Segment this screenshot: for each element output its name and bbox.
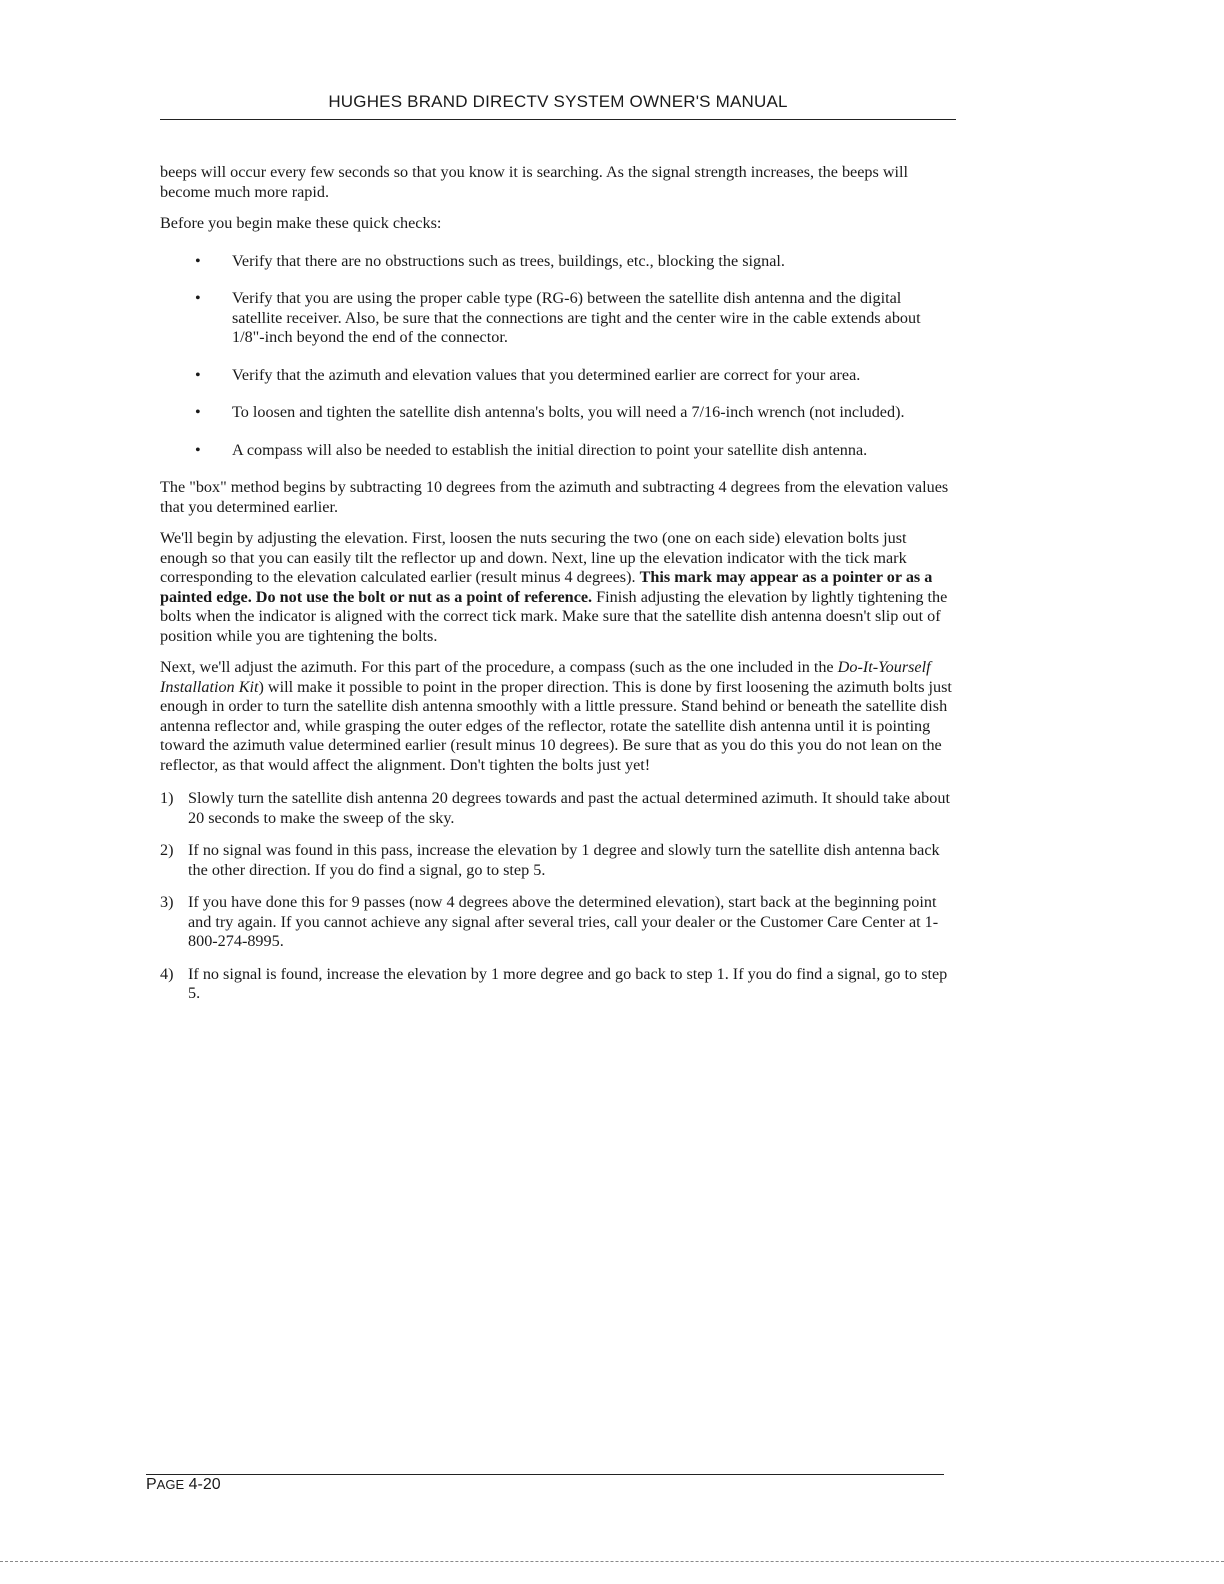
list-item-text: Verify that there are no obstructions such as trees, buildings, etc., blocking the signal. <box>232 251 785 270</box>
bullet-icon: • <box>195 403 201 421</box>
kit-name: Do-It-Yourself Installation Kit <box>160 658 931 696</box>
page-label-rest: AGE <box>156 1477 185 1492</box>
step-number: 2) <box>160 841 174 859</box>
bullet-icon: • <box>195 440 201 459</box>
scan-edge-line <box>0 1561 1224 1562</box>
step-text: If no signal is found, increase the elevation by 1 more degree and go back to step 1. If you do find a signal, go to step 5. <box>188 964 948 1002</box>
list-item <box>160 441 952 461</box>
step-item <box>160 893 952 952</box>
list-item <box>160 252 952 272</box>
step-number: 4) <box>160 964 174 983</box>
azimuth-text-2: ) will make it possible to point in the proper direction. This is done by first loosening the azimuth bolts just enough in order to turn the satellite dish antenna smoothly with a little pressure. Stand behind or beneath the satellite dish antenna reflector and, while grasping the outer edges of the reflector, rotate the satellite dish antenna until it is pointing toward the azimuth value determined earlier (result minus 10 degrees). Be sure that as you do this you do not lean on the reflector, as that would affect the alignment. Don't tighten the bolts just yet! <box>160 677 952 774</box>
list-item-text: Verify that the azimuth and elevation values that you determined earlier are correct for your area. <box>232 365 861 384</box>
bullet-icon: • <box>195 251 201 270</box>
list-item-text: To loosen and tighten the satellite dish antenna's bolts, you will need a 7/16-inch wrench (not included). <box>232 403 905 421</box>
step-item <box>160 841 952 880</box>
step-text: Slowly turn the satellite dish antenna 20 degrees towards and past the actual determined azimuth. It should take about 20 seconds to make the sweep of the sky. <box>188 789 950 827</box>
step-number: 1) <box>160 789 174 807</box>
list-item <box>160 403 952 423</box>
list-item <box>160 366 952 386</box>
step-number: 3) <box>160 893 174 911</box>
bullet-icon: • <box>195 289 201 307</box>
list-item <box>160 289 952 348</box>
elevation-text-2: Finish adjusting the elevation by lightly tightening the bolts when the indicator is aligned with the correct tick mark. Make sure that the satellite dish antenna doesn't slip out of position while you are tightening the bolts. <box>160 587 948 645</box>
step-text: If you have done this for 9 passes (now 4 degrees above the determined elevation), start back at the beginning point and try again. If you cannot achieve any signal after several tries, call your dealer or the Customer Care Center at 1-800-274-8995. <box>188 893 939 950</box>
box-method-paragraph: The "box" method begins by subtracting 10 degrees from the azimuth and subtracting 4 degrees from the elevation values that you determined earlier. <box>160 478 949 516</box>
list-item-text: A compass will also be needed to establish the initial direction to point your satellite dish antenna. <box>232 440 868 459</box>
elevation-paragraph <box>160 529 952 646</box>
page-label-initial: P <box>146 1476 157 1493</box>
step-item <box>160 965 952 1004</box>
bullet-icon: • <box>195 365 201 384</box>
step-item <box>160 789 952 828</box>
header-rule <box>160 119 956 120</box>
search-steps-list <box>160 789 952 1004</box>
page-number <box>146 1476 221 1494</box>
list-item-text: Verify that you are using the proper cable type (RG-6) between the satellite dish antenna and the digital satellite receiver. Also, be sure that the connections are tight and the center wire in the cable extends about 1/8"-inch beyond the end of the connector. <box>232 289 921 346</box>
footer-rule <box>146 1474 944 1475</box>
checks-lead-in: Before you begin make these quick checks: <box>160 214 442 232</box>
elevation-text-1: We'll begin by adjusting the elevation. First, loosen the nuts securing the two (one on each side) elevation bolts just enough so that you can easily tilt the reflector up and down. Next, line up the elevation indicator with the tick mark corresponding to the elevation calculated earlier (result minus 4 degrees). <box>160 529 907 586</box>
page-header: HUGHES BRAND DIRECTV SYSTEM OWNER'S MANUAL <box>328 92 788 111</box>
elevation-warning: This mark may appear as a pointer or as a painted edge. Do not use the bolt or nut as a point of reference. <box>160 568 933 606</box>
page-body <box>160 163 952 1017</box>
quick-checks-list <box>160 252 952 461</box>
azimuth-text-1: Next, we'll adjust the azimuth. For this part of the procedure, a compass (such as the one included in the <box>160 658 838 676</box>
step-text: If no signal was found in this pass, increase the elevation by 1 degree and slowly turn the satellite dish antenna back the other direction. If you do find a signal, go to step 5. <box>188 841 940 879</box>
azimuth-paragraph <box>160 658 952 775</box>
page-number-value: 4-20 <box>188 1476 221 1493</box>
intro-paragraph: beeps will occur every few seconds so that you know it is searching. As the signal strength increases, the beeps will become much more rapid. <box>160 163 909 201</box>
